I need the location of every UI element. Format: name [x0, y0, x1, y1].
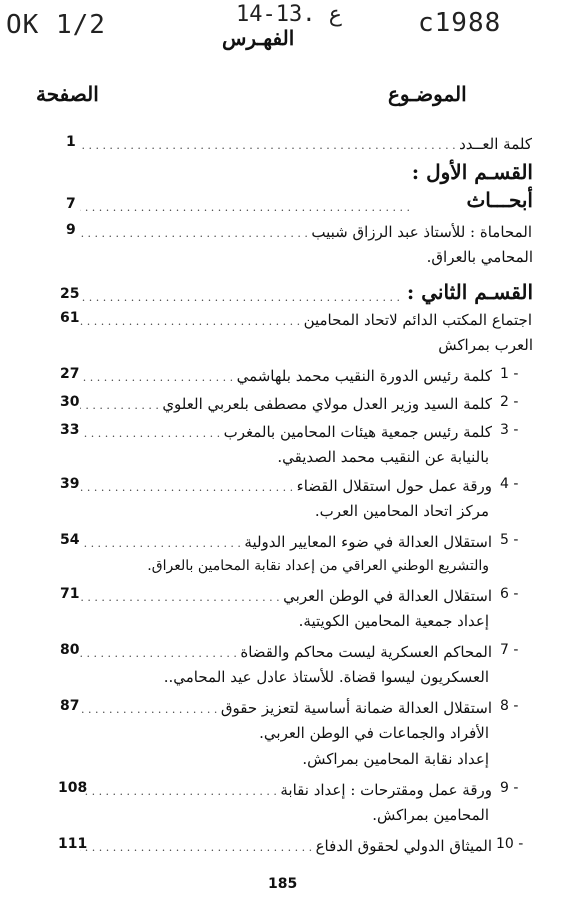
toc-entry [0, 530, 561, 556]
toc-entry [0, 220, 561, 246]
handwritten-ref-mid: 14-13. ع [236, 2, 342, 27]
toc-entry-number: 10 - [496, 836, 524, 852]
toc-entry-page: 7 [66, 196, 76, 212]
toc-entry-page: 39 [60, 476, 80, 492]
toc-entry-title: كلمة العــدد . . . [80, 132, 532, 158]
section-part-1: القسـم الأول : [411, 160, 533, 184]
toc-entry-title: استقلال العدالة في ضوء المعايير الدولية . . . [80, 530, 492, 556]
toc-entry [0, 420, 561, 446]
toc-entry-title: ورقة عمل ومقترحات : إعداد نقابة . . . [80, 778, 492, 804]
toc-entry-number: 3 - [500, 422, 519, 438]
toc-entry-title: اجتماع المكتب الدائم لاتحاد المحامين . . . [80, 308, 532, 334]
toc-entry-continuation: الأفراد والجماعات في الوطن العربي. [259, 724, 489, 742]
toc-entry-continuation: إعداد جمعية المحامين الكويتية. [298, 612, 489, 630]
toc-entry-page: 9 [66, 222, 76, 238]
toc-entry-page: 54 [60, 532, 80, 548]
toc-entry-page: 33 [60, 422, 80, 438]
toc-entry-page: 80 [60, 642, 80, 658]
toc-entry [0, 284, 561, 310]
toc-entry [0, 364, 561, 390]
toc-entry-page: 71 [60, 586, 80, 602]
toc-entry [0, 474, 561, 500]
toc-entry-title: كلمة رئيس جمعية هيئات المحامين بالمغرب . . . [80, 420, 492, 446]
toc-entry-leader [80, 194, 410, 220]
toc-entry [0, 308, 561, 334]
toc-entry-title: كلمة السيد وزير العدل مولاي مصطفى بلعربي العلوي . . . [80, 392, 492, 418]
section-research: أبحـــاث [466, 188, 533, 212]
toc-entry-number: 6 - [500, 586, 519, 602]
toc-entry-number: 9 - [500, 780, 519, 796]
toc-entry [0, 696, 561, 722]
page-heading: الصفحة [36, 82, 99, 106]
toc-entry-leader [80, 284, 400, 310]
toc-entry-number: 4 - [500, 476, 519, 492]
toc-entry-page: 25 [60, 286, 80, 302]
toc-entry [0, 778, 561, 804]
toc-entry [0, 194, 561, 220]
toc-entry-title: استقلال العدالة ضمانة أساسية لتعزيز حقوق . . . [80, 696, 492, 722]
toc-entry-title: الميثاق الدولي لحقوق الدفاع . . . [80, 834, 492, 860]
toc-entry-page: 108 [58, 780, 88, 796]
toc-entry-title: المحاماة : للأستاذ عبد الرزاق شبيب . . . [80, 220, 532, 246]
toc-entry-continuation: المحامي بالعراق. [426, 248, 533, 266]
toc-entry-continuation: بالنيابة عن النقيب محمد الصديقي. [277, 448, 489, 466]
toc-entry-page: 111 [58, 836, 88, 852]
toc-entry [0, 640, 561, 666]
handwritten-ref-left: OK 1/2 [6, 10, 106, 40]
page-title: الفهـرس [222, 26, 295, 50]
toc-entry-number: 2 - [500, 394, 519, 410]
toc-entry-continuation: مركز اتحاد المحامين العرب. [314, 502, 489, 520]
toc-entry-page: 27 [60, 366, 80, 382]
section-part-2: القسـم الثاني : [406, 280, 533, 304]
toc-entry-title: المحاكم العسكرية ليست محاكم والقضاة . . . [80, 640, 492, 666]
topic-heading: الموضـوع [388, 82, 467, 106]
toc-entry [0, 392, 561, 418]
toc-entry [0, 132, 561, 158]
toc-entry-continuation: والتشريع الوطني العراقي من إعداد نقابة المحامين بالعراق. [147, 558, 489, 574]
toc-entry-number: 7 - [500, 642, 519, 658]
toc-entry-continuation: إعداد نقابة المحامين بمراكش. [302, 750, 489, 768]
toc-entry-page: 1 [66, 134, 76, 150]
toc-entry-continuation: العرب بمراكش [438, 336, 533, 354]
toc-entry-continuation: العسكريون ليسوا قضاة. للأستاذ عادل عيد المحامي.. [163, 668, 489, 686]
toc-entry-number: 8 - [500, 698, 519, 714]
toc-entry-page: 30 [60, 394, 80, 410]
toc-entry-number: 5 - [500, 532, 519, 548]
toc-entry-title: ورقة عمل حول استقلال القضاء . . . [80, 474, 492, 500]
footer-page-number: 185 [268, 876, 298, 892]
toc-entry-page: 87 [60, 698, 80, 714]
toc-entry-title: استقلال العدالة في الوطن العربي . . . [80, 584, 492, 610]
toc-entry-continuation: المحامين بمراكش. [372, 806, 489, 824]
toc-entry-number: 1 - [500, 366, 519, 382]
toc-entry-page: 61 [60, 310, 80, 326]
toc-entry-title: كلمة رئيس الدورة النقيب محمد بلهاشمي . . . [80, 364, 492, 390]
handwritten-ref-right: c1988 [418, 8, 502, 38]
toc-entry [0, 584, 561, 610]
toc-entry [0, 834, 561, 860]
